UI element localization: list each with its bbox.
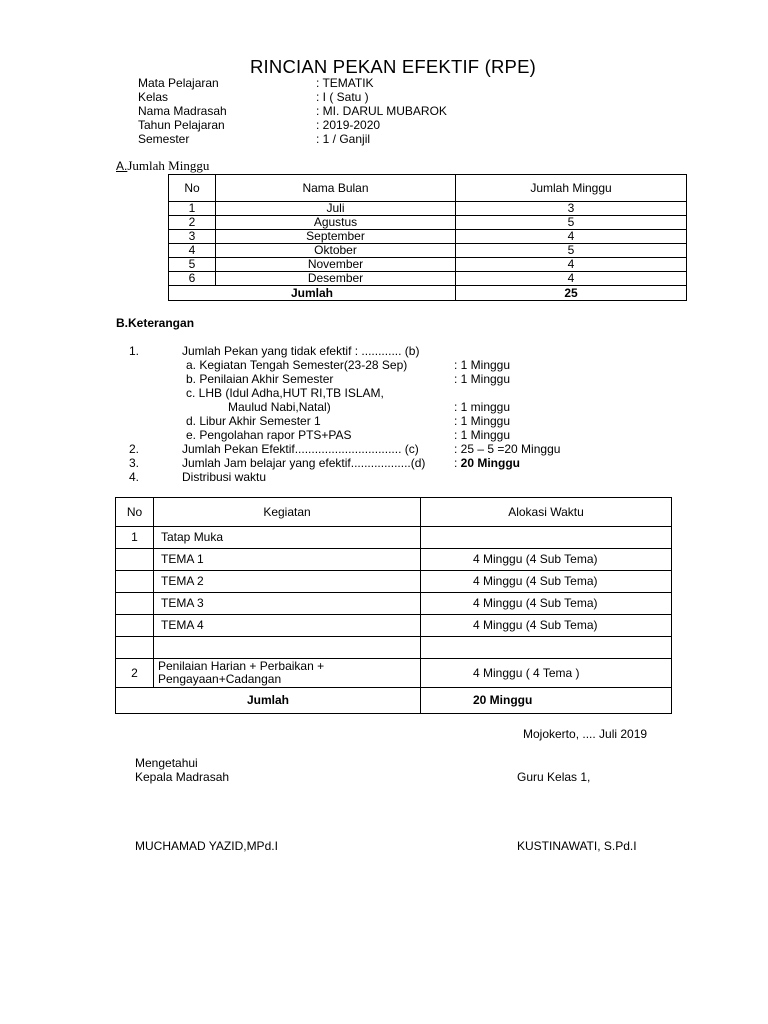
- cell-month: Oktober: [216, 244, 456, 258]
- table-row: [116, 571, 672, 593]
- cell-no: 2: [169, 216, 216, 230]
- table-total-row: [116, 688, 672, 714]
- header-no: No: [169, 175, 216, 202]
- cell-no: 1: [116, 527, 154, 549]
- teacher-title: Guru Kelas 1,: [517, 770, 591, 784]
- table-row: [116, 549, 672, 571]
- subitem-value: : 1 minggu: [454, 400, 511, 414]
- cell-allocation: 4 Minggu (4 Sub Tema): [421, 615, 672, 637]
- time-distribution-table: [115, 497, 672, 714]
- activity-line-2: Pengayaan+Cadangan: [158, 672, 282, 686]
- subitem-value: : 1 Minggu: [454, 428, 511, 442]
- info-label-class: Kelas: [138, 90, 169, 104]
- section-a-heading: [116, 159, 209, 173]
- cell-weeks: 5: [456, 244, 687, 258]
- info-label-semester: Semester: [138, 132, 190, 146]
- info-label-year: Tahun Pelajaran: [138, 118, 225, 132]
- cell-weeks: 4: [456, 272, 687, 286]
- table-row: [169, 244, 687, 258]
- total-label: Jumlah: [116, 688, 421, 714]
- table-row: [116, 615, 672, 637]
- header-allocation: Alokasi Waktu: [421, 498, 672, 527]
- cell-month: Juli: [216, 202, 456, 216]
- cell-activity: [154, 637, 421, 659]
- item-number: 1.: [129, 344, 140, 358]
- cell-no: 4: [169, 244, 216, 258]
- teacher-name: KUSTINAWATI, S.Pd.I: [517, 839, 637, 853]
- page-title: RINCIAN PEKAN EFEKTIF (RPE): [249, 56, 537, 77]
- item-number: 4.: [129, 470, 140, 484]
- subitem-text: c. LHB (Idul Adha,HUT RI,TB ISLAM,: [186, 386, 384, 400]
- weeks-per-month-table: [168, 174, 687, 301]
- table-header-row: [169, 175, 687, 202]
- header-activity: Kegiatan: [154, 498, 421, 527]
- item-time-distribution: Distribusi waktu: [182, 470, 267, 484]
- cell-activity: TEMA 3: [154, 593, 421, 615]
- info-value-subject: : TEMATIK: [316, 76, 374, 90]
- item-number: 2.: [129, 442, 140, 456]
- info-label-school: Nama Madrasah: [138, 104, 227, 118]
- cell-allocation: 4 Minggu (4 Sub Tema): [421, 549, 672, 571]
- info-value-semester: : 1 / Ganjil: [316, 132, 371, 146]
- item-effective-hours: Jumlah Jam belajar yang efektif..................(d): [182, 456, 426, 470]
- principal-name: MUCHAMAD YAZID,MPd.I: [135, 839, 278, 853]
- cell-no: [116, 571, 154, 593]
- table-row: [169, 258, 687, 272]
- info-value-school: : MI. DARUL MUBAROK: [316, 104, 447, 118]
- cell-allocation: 4 Minggu (4 Sub Tema): [421, 593, 672, 615]
- cell-no: [116, 549, 154, 571]
- cell-weeks: 4: [456, 230, 687, 244]
- table-row-empty: [116, 637, 672, 659]
- header-month: Nama Bulan: [216, 175, 456, 202]
- acknowledged-label: Mengetahui: [135, 756, 198, 770]
- cell-month: Desember: [216, 272, 456, 286]
- cell-no: [116, 593, 154, 615]
- cell-no: 1: [169, 202, 216, 216]
- cell-weeks: 3: [456, 202, 687, 216]
- cell-activity: TEMA 4: [154, 615, 421, 637]
- table-row: [169, 202, 687, 216]
- cell-month: September: [216, 230, 456, 244]
- info-value-year: : 2019-2020: [316, 118, 381, 132]
- table-row: [116, 593, 672, 615]
- subitem-text: d. Libur Akhir Semester 1: [186, 414, 321, 428]
- subitem-text: a. Kegiatan Tengah Semester(23-28 Sep): [186, 358, 408, 372]
- item-effective-hours-value: [454, 456, 520, 470]
- table-row: [116, 659, 672, 688]
- total-label: Jumlah: [169, 286, 456, 301]
- subitem-value: : 1 Minggu: [454, 414, 511, 428]
- table-row: [169, 216, 687, 230]
- cell-activity: TEMA 2: [154, 571, 421, 593]
- activity-line-1: Penilaian Harian + Perbaikan +: [158, 659, 325, 673]
- subitem-value: : 1 Minggu: [454, 372, 511, 386]
- section-b-heading: B.Keterangan: [116, 316, 195, 330]
- cell-activity: Tatap Muka: [154, 527, 421, 549]
- total-value: 25: [456, 286, 687, 301]
- cell-no: [116, 615, 154, 637]
- cell-no: 2: [116, 659, 154, 688]
- subitem-text: b. Penilaian Akhir Semester: [186, 372, 334, 386]
- cell-no: 3: [169, 230, 216, 244]
- cell-month: November: [216, 258, 456, 272]
- cell-weeks: 5: [456, 216, 687, 230]
- item-effective-weeks-value: : 25 – 5 =20 Minggu: [454, 442, 561, 456]
- cell-allocation: [421, 527, 672, 549]
- info-value-class: : I ( Satu ): [316, 90, 369, 104]
- table-row: [169, 272, 687, 286]
- table-header-row: [116, 498, 672, 527]
- cell-activity: [154, 659, 421, 688]
- cell-weeks: 4: [456, 258, 687, 272]
- table-row: [116, 527, 672, 549]
- item-number: 3.: [129, 456, 140, 470]
- cell-allocation: 4 Minggu ( 4 Tema ): [421, 659, 672, 688]
- value-prefix: :: [454, 456, 461, 470]
- cell-no: [116, 637, 154, 659]
- header-no: No: [116, 498, 154, 527]
- cell-no: 6: [169, 272, 216, 286]
- cell-allocation: 4 Minggu (4 Sub Tema): [421, 571, 672, 593]
- info-label-subject: Mata Pelajaran: [138, 76, 219, 90]
- section-a-prefix: A.: [116, 159, 128, 173]
- subitem-text: e. Pengolahan rapor PTS+PAS: [186, 428, 352, 442]
- cell-allocation: [421, 637, 672, 659]
- section-a-title: Jumlah Minggu: [127, 158, 210, 173]
- principal-title: Kepala Madrasah: [135, 770, 230, 784]
- cell-no: 5: [169, 258, 216, 272]
- place-date: Mojokerto, .... Juli 2019: [523, 727, 648, 741]
- item-effective-weeks: Jumlah Pekan Efektif................................ (c): [182, 442, 419, 456]
- subitem-text: Maulud Nabi,Natal): [228, 400, 331, 414]
- value-bold: 20 Minggu: [460, 456, 521, 470]
- item-ineffective-weeks: Jumlah Pekan yang tidak efektif : ............ (b): [182, 344, 420, 358]
- table-total-row: [169, 286, 687, 301]
- table-row: [169, 230, 687, 244]
- cell-month: Agustus: [216, 216, 456, 230]
- cell-activity: TEMA 1: [154, 549, 421, 571]
- subitem-value: : 1 Minggu: [454, 358, 511, 372]
- header-weeks: Jumlah Minggu: [456, 175, 687, 202]
- total-value: 20 Minggu: [421, 688, 672, 714]
